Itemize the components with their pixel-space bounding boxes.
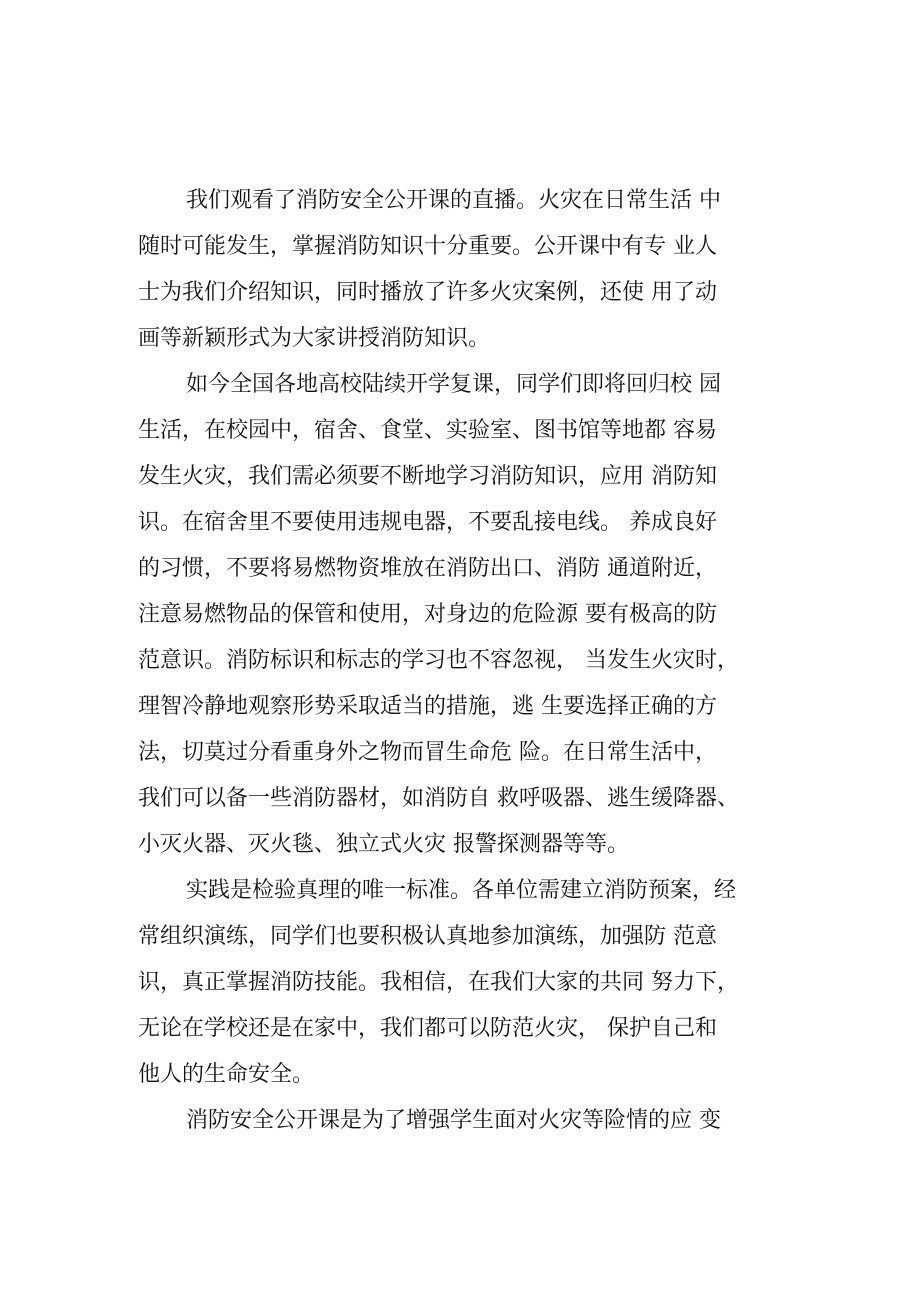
article-body [138,178,798,1144]
text-line: 识。在宿舍里不要使用违规电器，不要乱接电线。 养成良好 [138,510,717,535]
paragraph-3 [138,868,798,1098]
paragraph-4 [138,1098,798,1144]
text-line: 理智冷静地观察形势采取适当的措施，逃 生要选择正确的方 [138,694,717,719]
text-line: 法，切莫过分看重身外之物而冒生命危 险。在日常生活中， [138,740,717,765]
text-line: 注意易燃物品的保管和使用，对身边的危险源 要有极高的防 [138,602,717,627]
text-line: 士为我们介绍知识，同时播放了许多火灾案例，还使 用了动 [138,280,717,305]
text-line: 生活，在校园中，宿舍、食堂、实验室、图书馆等地都 容易 [138,418,717,443]
text-line: 画等新颖形式为大家讲授消防知识。 [138,326,491,351]
text-line: 发生火灾，我们需必须要不断地学习消防知识，应用 消防知 [138,464,717,489]
text-line: 识，真正掌握消防技能。我相信，在我们大家的共同 努力下， [138,970,739,995]
text-line: 实践是检验真理的唯一标准。各单位需建立消防预案，经 [186,878,737,903]
text-line: 小灭火器、灭火毯、独立式火灾 报警探测器等等。 [138,832,629,857]
text-line: 我们可以备一些消防器材，如消防自 救呼吸器、逃生缓降器、 [138,786,739,811]
text-line: 如今全国各地高校陆续开学复课，同学们即将回归校 园 [186,372,721,397]
text-line: 范意识。消防标识和标志的学习也不容忽视， 当发生火灾时， [138,648,739,673]
text-line: 无论在学校还是在家中，我们都可以防范火灾， 保护自己和 [138,1016,717,1041]
text-line: 常组织演练，同学们也要积极认真地参加演练，加强防 范意 [138,924,717,949]
paragraph-1 [138,178,798,362]
paragraph-2 [138,362,798,868]
text-line: 的习惯，不要将易燃物资堆放在消防出口、消防 通道附近， [138,556,717,581]
text-line: 消防安全公开课是为了增强学生面对火灾等险情的应 变 [186,1108,721,1133]
text-line: 我们观看了消防安全公开课的直播。火灾在日常生活 中 [186,188,721,213]
text-line: 他人的生命安全。 [138,1062,315,1087]
text-line: 随时可能发生，掌握消防知识十分重要。公开课中有专 业人 [138,234,717,259]
